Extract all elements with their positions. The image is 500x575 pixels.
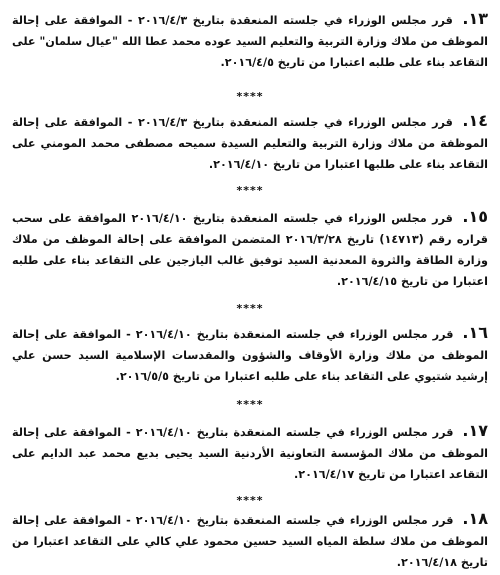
item-text: قرر مجلس الوزراء في جلسته المنعقدة بتاريخ ٢٠١٦/٤/١٠ - الموافقة على إحالة الموظف من ملاك المؤسسة التعاونية الأردنية السيد يحيى بديع محمد عبد الدايم على التقاعد اعتبارا من تاريخ ٢٠١٦/٤/١٧. (12, 426, 488, 481)
separator: **** (236, 494, 264, 507)
item-number: ١٦. (462, 323, 488, 342)
item-number: ١٤. (462, 111, 488, 130)
separator: **** (236, 302, 264, 315)
item-number: ١٧. (462, 421, 488, 440)
item-text: قرر مجلس الوزراء في جلسته المنعقدة بتاريخ ٢٠١٦/٤/٣ - الموافقة على إحالة الموظف من ملاك وزارة التربية والتعليم السيد عوده محمد عطا الله "عيال سلمان" على التقاعد بناء على طلبه اعتبارا من تاريخ ٢٠١٦/٤/٥. (12, 14, 488, 69)
separator: **** (236, 90, 264, 103)
decision-item-16 (12, 322, 488, 387)
decision-paragraph (12, 8, 488, 73)
item-text: قرر مجلس الوزراء في جلسته المنعقدة بتاريخ ٢٠١٦/٤/١٠ - الموافقة على إحالة الموظف من ملاك وزارة الأوقاف والشؤون والمقدسات الإسلامية السيد حسن علي إرشيد شتيوي على التقاعد بناء على طلبه اعتبارا من تاريخ ٢٠١٦/٥/٥. (12, 328, 488, 383)
decision-paragraph (12, 110, 488, 175)
item-text: قرر مجلس الوزراء في جلسته المنعقدة بتاريخ ٢٠١٦/٤/٣ - الموافقة على إحالة الموظفة من ملاك وزارة التربية والتعليم السيدة سميحه مصطفى محمد المومني على التقاعد بناء على طلبها اعتبارا من تاريخ ٢٠١٦/٤/١٠. (12, 116, 488, 171)
decision-item-14 (12, 110, 488, 175)
item-number: ١٥. (462, 207, 488, 226)
decision-paragraph (12, 322, 488, 387)
separator: **** (236, 398, 264, 411)
item-text: قرر مجلس الوزراء في جلسته المنعقدة بتاريخ ٢٠١٦/٤/١٠ الموافقة على سحب قراره رقم (١٤٧١٣) تاريخ ٢٠١٦/٣/٢٨ المتضمن الموافقة على إحالة الموظف من ملاك وزارة الطاقة والثروة المعدنية السيد توفيق غالب اليازجين على التقاعد بناء على طلبه اعتبارا من تاريخ ٢٠١٦/٤/١٥. (12, 212, 488, 288)
decision-paragraph (12, 206, 488, 292)
decision-item-13 (12, 8, 488, 73)
item-number: ١٨. (462, 509, 488, 528)
item-text: قرر مجلس الوزراء في جلسته المنعقدة بتاريخ ٢٠١٦/٤/١٠ - الموافقة على إحالة الموظف من ملاك سلطة المياه السيد حسين محمود علي كالي على التقاعد اعتبارا من تاريخ ٢٠١٦/٤/١٨. (12, 514, 488, 569)
decision-item-17 (12, 420, 488, 485)
item-number: ١٣. (462, 9, 488, 28)
decision-paragraph (12, 508, 488, 573)
decision-item-15 (12, 206, 488, 292)
decision-paragraph (12, 420, 488, 485)
separator: **** (236, 184, 264, 197)
decision-item-18 (12, 508, 488, 573)
